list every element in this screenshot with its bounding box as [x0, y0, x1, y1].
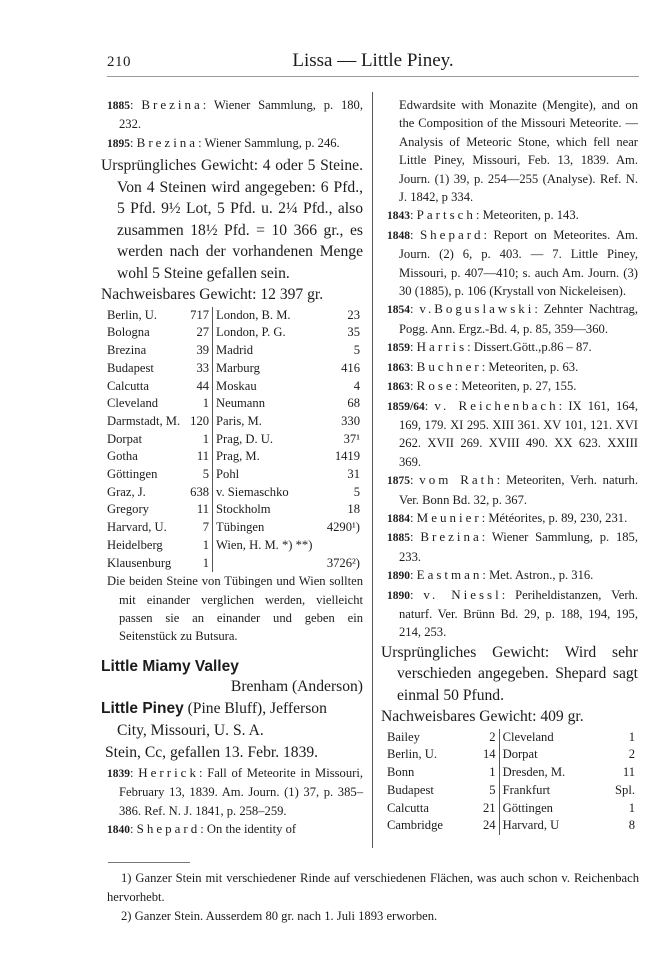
collection-weight: 120	[190, 413, 210, 428]
ref-text: Wiener Sammlung, p. 246.	[204, 135, 340, 150]
reference-entry: 1875: vom Rath: Meteoriten, Verh. naturh. Ver. Bonn Bd. 32, p. 367.	[387, 472, 638, 507]
collection-weight: 5	[353, 484, 360, 499]
page-header	[107, 50, 639, 77]
collection-name: Graz, J.	[107, 484, 146, 499]
reference-entry: 1843: Partsch: Meteoriten, p. 143.	[387, 207, 579, 223]
collection-row	[107, 501, 363, 519]
collection-weight: 7	[202, 520, 210, 535]
collection-row	[107, 484, 363, 502]
collection-name: Dorpat	[502, 747, 538, 762]
collection-weight: 21	[483, 800, 496, 815]
collection-table	[387, 729, 638, 835]
reference-entry: 1863: Buchner: Meteoriten, p. 63.	[387, 358, 579, 374]
footnotes	[107, 862, 639, 926]
ref-year: 1848	[387, 229, 410, 242]
collection-name: Bailey	[387, 729, 420, 744]
ref-author: vom Rath	[419, 472, 497, 488]
ref-text: Report on Meteorites. Am. Journ. (2) 6, p. 403. — 7. Little Piney, Missouri, p. 407—410; s. auch Am. Journ. (3) 30 (1885), p. 106 (Krystall von Nickeleisen).	[399, 227, 638, 299]
collection-weight: 717	[190, 307, 210, 322]
ref-text: Zehnter Nachtrag, Pogg. Ann. Ergz.-Bd. 4, p. 85, 359—360.	[399, 302, 639, 336]
collection-row	[107, 378, 363, 396]
reference-entry: 1839: Herrick: Fall of Meteorite in Missouri, February 13, 1839. Am. Journ. (1) 37, p. 385–386. Ref. N. J. 1841, p. 258–259.	[107, 764, 363, 818]
collection-weight: 11	[196, 449, 210, 464]
original-weight: Ursprüngliches Gewicht: 4 oder 5 Steine. Von 4 Steinen wird angegeben: 6 Pfd., 5 Pfd. 9½ Lot, 5 Pfd. u. 2¼ Pfd., also zusammen 18½ Pfd. = 10 366 gr., es werden nach der vorhandenen Menge wohl 5 Steine gefallen sein.	[101, 157, 363, 282]
collection-name: Gregory	[107, 502, 149, 517]
collection-row	[107, 307, 363, 325]
collection-weight: 14	[483, 747, 496, 762]
collection-weight: 5	[353, 343, 360, 358]
collection-weight: 2	[628, 747, 635, 762]
verified-weight: Nachweisbares Gewicht: 12 397 gr.	[101, 286, 324, 304]
reference-entry: 1890: v. Niessl: Periheldistanzen, Verh. naturf. Ver. Brünn Bd. 29, p. 188, 194, 195, 214, 253.	[387, 586, 639, 640]
collection-name: Stockholm	[216, 502, 271, 517]
ref-text: On the identity of	[206, 822, 297, 837]
collection-row	[387, 746, 638, 764]
ref-author: Harris	[416, 339, 468, 355]
entry-title-little-piney: Little Piney	[101, 699, 184, 717]
reference-entry: 1863: Rose: Meteoriten, p. 27, 155.	[387, 378, 577, 394]
collection-name: Calcutta	[387, 800, 429, 815]
ref-year: 1885	[387, 532, 410, 545]
reference-entry: 1885: Brezina: Wiener Sammlung, p. 180, 232.	[107, 97, 363, 132]
ref-author: v. Reichenbach	[434, 397, 559, 413]
reference-entry: 1890: Eastman: Met. Astron., p. 316.	[387, 567, 594, 583]
collection-name: Prag, M.	[216, 449, 260, 464]
collection-name	[213, 555, 323, 573]
collection-name: London, P. G.	[216, 325, 286, 340]
collection-name: Darmstadt, M.	[107, 413, 181, 428]
collection-name: London, B. M.	[216, 307, 291, 322]
collection-weight: 330	[341, 413, 360, 428]
left-column	[101, 96, 363, 840]
collection-name: Berlin, U.	[107, 307, 158, 322]
ref-year: 1890	[387, 589, 410, 602]
collection-weight: 3726²)	[326, 555, 360, 570]
column-divider	[372, 92, 373, 848]
footnote-2: 2) Ganzer Stein. Ausserdem 80 gr. nach 1. Juli 1893 erworben.	[121, 909, 438, 923]
collection-name: Budapest	[107, 360, 154, 375]
ref-year: 1859	[387, 342, 410, 355]
ref-text: Meteoriten, Verh. naturh. Ver. Bonn Bd. 32, p. 367.	[399, 473, 638, 507]
collection-row	[107, 555, 363, 573]
ref-author: Eastman	[416, 567, 483, 583]
ref-author: Brezina	[136, 134, 199, 150]
collection-name: Harvard, U	[502, 818, 560, 833]
entry-location: City, Missouri, U. S. A.	[117, 721, 264, 739]
collection-row	[107, 466, 363, 484]
ref-author: Meunier	[416, 509, 482, 525]
collection-weight: 1	[489, 765, 496, 780]
reference-entry: 1854: v.Boguslawski: Zehnter Nachtrag, Pogg. Ann. Ergz.-Bd. 4, p. 85, 359—360.	[387, 301, 639, 336]
collection-row	[107, 342, 363, 360]
entry-title-rest: (Pine Bluff), Jefferson	[183, 699, 327, 717]
collection-row	[107, 360, 363, 378]
ref-text: Fall of Meteorite in Missouri, February 13, 1839. Am. Journ. (1) 37, p. 385–386. Ref. N. J. 1841, p. 258–259.	[119, 765, 363, 818]
ref-year: 1890	[387, 570, 410, 583]
collection-name: Bonn	[387, 765, 415, 780]
footnote-rule	[108, 862, 190, 863]
collection-row	[107, 519, 363, 537]
collection-name: Moskau	[216, 378, 257, 393]
collection-weight: 416	[341, 360, 360, 375]
collection-name: Madrid	[216, 343, 254, 358]
ref-text: Météorites, p. 89, 230, 231.	[488, 510, 628, 525]
collection-row	[107, 431, 363, 449]
reference-entry: 1859/64: v. Reichenbach: IX 161, 164, 169, 179. XI 295. XIII 361. XV 101, 121. XVI 262. XVII 269. XVIII 490. XX 623. XXIII 369.	[387, 397, 638, 469]
collection-table	[107, 307, 363, 573]
collection-weight	[323, 537, 363, 555]
collection-weight: 11	[622, 765, 635, 780]
collection-weight: 35	[347, 325, 360, 340]
collection-name: Pohl	[216, 467, 240, 482]
collection-weight: 4	[353, 378, 360, 393]
ref-author: v. Niessl	[423, 586, 502, 602]
ref-year: 1875	[387, 475, 410, 488]
collection-name: Harvard, U.	[107, 520, 167, 535]
collection-name: Neumann	[216, 396, 265, 411]
collection-row	[387, 782, 638, 800]
ref-year: 1895	[107, 137, 130, 150]
original-weight: Ursprüngliches Gewicht: Wird sehr verschieden angegeben. Shepard sagt einmal 50 Pfund.	[381, 643, 638, 704]
collection-weight: 2	[489, 729, 496, 744]
ref-text: Wiener Sammlung, p. 185, 233.	[399, 530, 638, 564]
collection-row	[107, 537, 363, 555]
collection-name: Wien, H. M. *) **)	[216, 537, 313, 552]
collection-name: Bologna	[107, 325, 150, 340]
ref-text: Periheldistanzen, Verh. naturf. Ver. Brünn Bd. 29, p. 188, 194, 195, 214, 253.	[399, 587, 639, 640]
ref-year: 1859/64	[387, 400, 425, 413]
collection-weight: 1419	[334, 449, 360, 464]
ref-year: 1843	[387, 210, 410, 223]
collection-weight: 39	[196, 343, 210, 358]
reference-entry: 1859: Harris: Dissert.Gött.,p.86 – 87.	[387, 339, 592, 355]
collection-name: Heidelberg	[107, 537, 163, 552]
ref-year: 1863	[387, 361, 410, 374]
ref-author: Brezina	[141, 97, 203, 112]
ref-text: Dissert.Gött.,p.86 – 87.	[473, 340, 592, 355]
page-number: 210	[107, 54, 131, 70]
collection-row	[107, 324, 363, 342]
collection-row	[107, 395, 363, 413]
collection-name: Budapest	[387, 782, 434, 797]
collection-row	[387, 764, 638, 782]
reference-entry: 1885: Brezina: Wiener Sammlung, p. 185, 233.	[387, 529, 638, 564]
collection-name: Berlin, U.	[387, 747, 438, 762]
collection-weight: 27	[196, 325, 210, 340]
collection-name: Calcutta	[107, 378, 149, 393]
collection-weight: 5	[489, 782, 496, 797]
reference-entry: 1895: Brezina: Wiener Sammlung, p. 246.	[107, 134, 340, 150]
ref-text: IX 161, 164, 169, 179. XI 295. XIII 361. XV 101, 121. XVI 262. XVII 269. XVIII 490. XX 623. XXIII 369.	[399, 398, 638, 469]
collection-name: Tübingen	[216, 520, 265, 535]
ref-author: Shepard	[419, 226, 484, 242]
collection-name: Gotha	[107, 449, 138, 464]
collection-row	[387, 729, 638, 747]
ref-text: Wiener Sammlung, p. 180, 232.	[119, 98, 363, 132]
remark: Die beiden Steine von Tübingen und Wien sollten mit einander verglichen werden, vielleicht passen sie an einander und geben ein Seitenstück zu Butsura.	[107, 574, 363, 644]
collection-weight: 4290¹)	[326, 520, 360, 535]
collection-weight: 18	[347, 502, 360, 517]
ref-year: 1840	[107, 824, 130, 837]
collection-name: Dresden, M.	[502, 765, 566, 780]
right-column	[381, 96, 639, 835]
ref-author: Herrick	[138, 764, 199, 780]
collection-name: Cambridge	[387, 818, 443, 833]
collection-name: Brezina	[107, 343, 147, 358]
collection-weight: 37¹	[343, 431, 360, 446]
ref-year: 1885	[107, 100, 130, 112]
collection-weight: 1	[202, 396, 210, 411]
collection-name: Klausenburg	[107, 555, 172, 570]
verified-weight: Nachweisbares Gewicht: 409 gr.	[381, 708, 584, 726]
ref-author: Brezina	[420, 529, 482, 545]
collection-weight: 1	[202, 537, 210, 552]
ref-author: v.Boguslawski	[419, 301, 535, 317]
collection-weight: 24	[483, 818, 496, 833]
reference-continuation: Edwardsite with Monazite (Mengite), and on the Composition of the Missouri Meteorite. — Analysis of Meteoric Stone, which fell near Little Piney, Missouri, Feb. 13, 1839. Am. Journ. (1) 39, p. 254—255 (Analyse). Ref. N. J. 1842, p 334.	[399, 98, 638, 205]
collection-weight: 68	[347, 396, 360, 411]
collection-weight: 33	[196, 360, 210, 375]
collection-name: Dorpat	[107, 431, 142, 446]
entry-fall-info: Stein, Cc, gefallen 13. Febr. 1839.	[105, 743, 319, 761]
footnote-1: 1) Ganzer Stein mit verschiedener Rinde auf verschiedenen Flächen, was auch schon v. Reichenbach hervorhebt.	[107, 871, 639, 904]
collection-row	[387, 800, 638, 818]
collection-row	[387, 817, 638, 835]
collection-name: Marburg	[216, 360, 260, 375]
running-title: Lissa — Little Piney.	[292, 50, 454, 71]
collection-name: Göttingen	[107, 467, 158, 482]
collection-weight: 1	[202, 431, 210, 446]
collection-weight: 11	[196, 502, 210, 517]
ref-author: Shepard	[136, 821, 201, 837]
collection-weight: 638	[190, 484, 210, 499]
ref-year: 1854	[387, 304, 410, 317]
entry-see-reference: Brenham (Anderson)	[230, 677, 363, 695]
collection-weight: 1	[202, 555, 210, 570]
collection-name: Frankfurt	[502, 782, 551, 797]
collection-name: Paris, M.	[216, 413, 262, 428]
ref-year: 1863	[387, 381, 410, 394]
collection-weight: 31	[347, 467, 360, 482]
collection-name: Cleveland	[107, 396, 159, 411]
collection-weight: 8	[628, 818, 635, 833]
collection-name: Cleveland	[502, 729, 554, 744]
ref-year: 1884	[387, 512, 410, 525]
ref-text: Meteoriten, p. 143.	[482, 208, 579, 223]
ref-text: Meteoriten, p. 63.	[488, 359, 579, 374]
collection-name: Prag, D. U.	[216, 431, 274, 446]
collection-row	[107, 413, 363, 431]
collection-name: v. Siemaschko	[216, 484, 289, 499]
entry-title-little-miamy-valley: Little Miamy Valley	[101, 657, 239, 675]
ref-author: Buchner	[416, 358, 482, 374]
collection-weight: 1	[628, 729, 635, 744]
collection-row	[107, 448, 363, 466]
reference-list	[387, 206, 638, 641]
reference-entry: 1840: Shepard: On the identity of	[107, 821, 297, 837]
ref-text: Meteoriten, p. 27, 155.	[461, 379, 577, 394]
collection-weight: Spl.	[615, 782, 635, 797]
ref-author: Rose	[416, 378, 455, 394]
collection-weight: 44	[196, 378, 210, 393]
collection-weight: 23	[347, 307, 360, 322]
entry-heading-little-piney	[101, 698, 363, 720]
reference-entry: 1884: Meunier: Météorites, p. 89, 230, 231.	[387, 509, 628, 525]
ref-text: Met. Astron., p. 316.	[489, 568, 594, 583]
ref-year: 1839	[107, 767, 130, 780]
collection-name: Göttingen	[502, 800, 553, 815]
reference-entry: 1848: Shepard: Report on Meteorites. Am. Journ. (2) 6, p. 403. — 7. Little Piney, Missouri, p. 407—410; s. auch Am. Journ. (3) 30 (1885), p. 106 (Krystall von Nickeleisen).	[387, 226, 638, 299]
ref-author: Partsch	[416, 207, 476, 223]
collection-weight: 5	[202, 467, 210, 482]
collection-weight: 1	[628, 800, 635, 815]
